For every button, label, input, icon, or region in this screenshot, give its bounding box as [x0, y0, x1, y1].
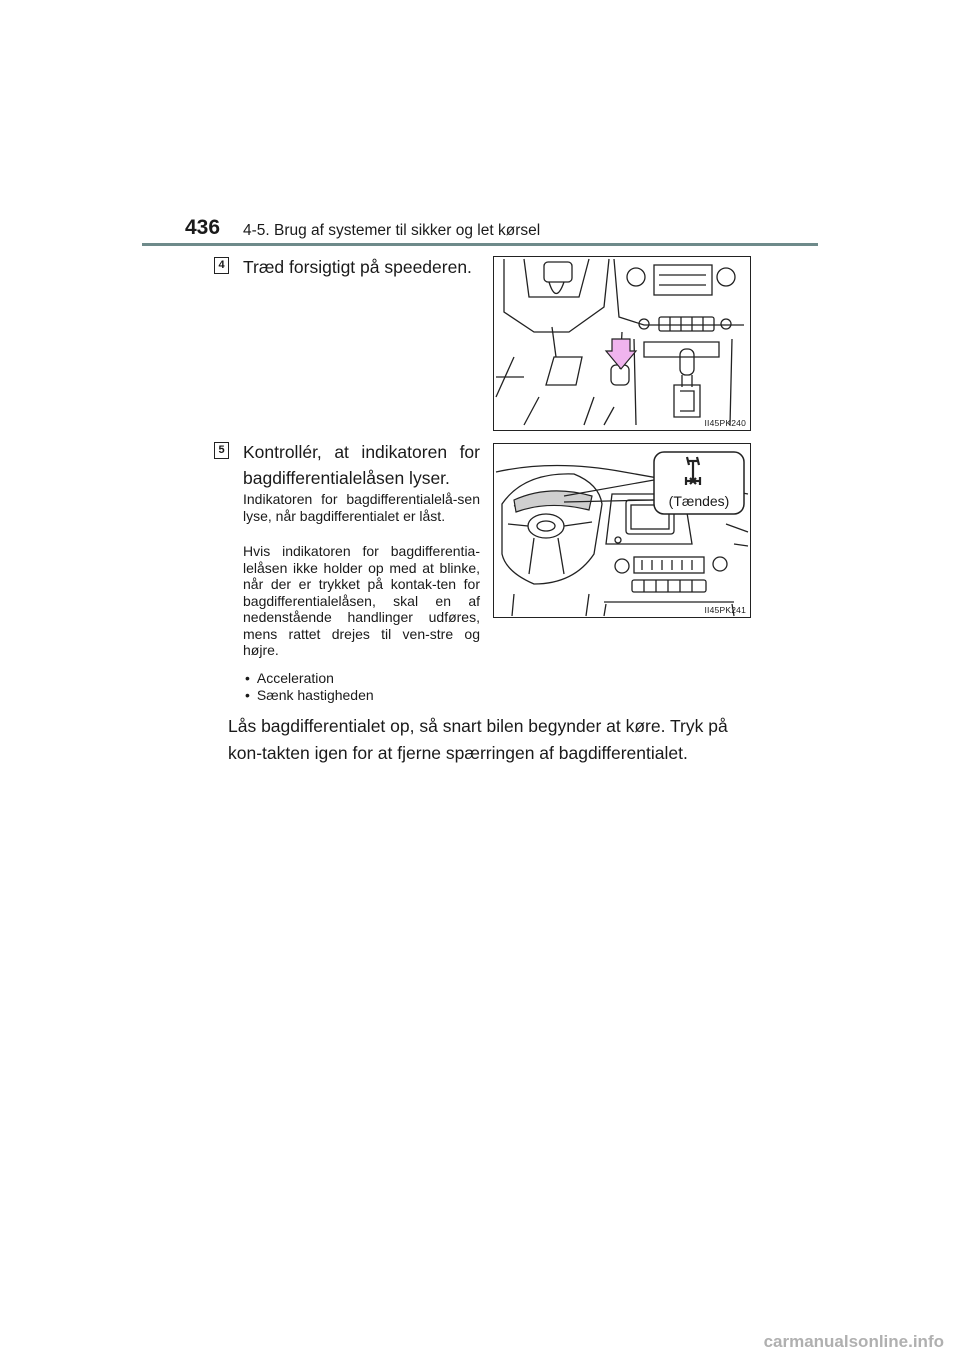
closing-paragraph: Lås bagdifferentialet op, så snart bilen begynder at køre. Tryk på kon-takten igen for at fjerne spærringen af bagdifferentialet. — [228, 716, 728, 763]
dashboard-illustration — [494, 444, 750, 617]
callout-label: (Tændes) — [668, 493, 730, 509]
header-rule — [142, 243, 818, 246]
step-number-4: 4 — [214, 257, 229, 274]
figure-code: II45PK240 — [704, 418, 746, 428]
watermark: carmanualsonline.info — [763, 1332, 944, 1351]
section-title: 4-5. Brug af systemer til sikker og let kørsel — [243, 222, 541, 239]
page-number: 436 — [185, 216, 221, 239]
accelerator-pedal-illustration — [494, 257, 750, 430]
figure-code: II45PK241 — [704, 605, 746, 615]
step-5-text: Kontrollér, at indikatoren for bagdifferentialelåsen lyser. — [243, 442, 480, 488]
list-item: • Sænk hastigheden — [245, 687, 374, 704]
step-4-text: Træd forsigtigt på speederen. — [243, 257, 472, 277]
figure-dashboard-indicator — [493, 443, 751, 618]
step-5-note-1: Indikatoren for bagdifferentialelå-sen lyse, når bagdifferentialet er låst. — [243, 491, 480, 524]
list-item: • Acceleration — [245, 670, 374, 687]
figure-accelerator-pedal — [493, 256, 751, 431]
action-list — [245, 670, 374, 704]
step-number-5: 5 — [214, 442, 229, 459]
step-5-note-2: Hvis indikatoren for bagdifferentia-lelåsen ikke holder op med at blinke, når der er trykket på kontak-ten for bagdifferentialelåsen, skal en af nedenstående handlinger udføres, mens rattet drejes til ven-stre og højre. — [243, 543, 480, 658]
